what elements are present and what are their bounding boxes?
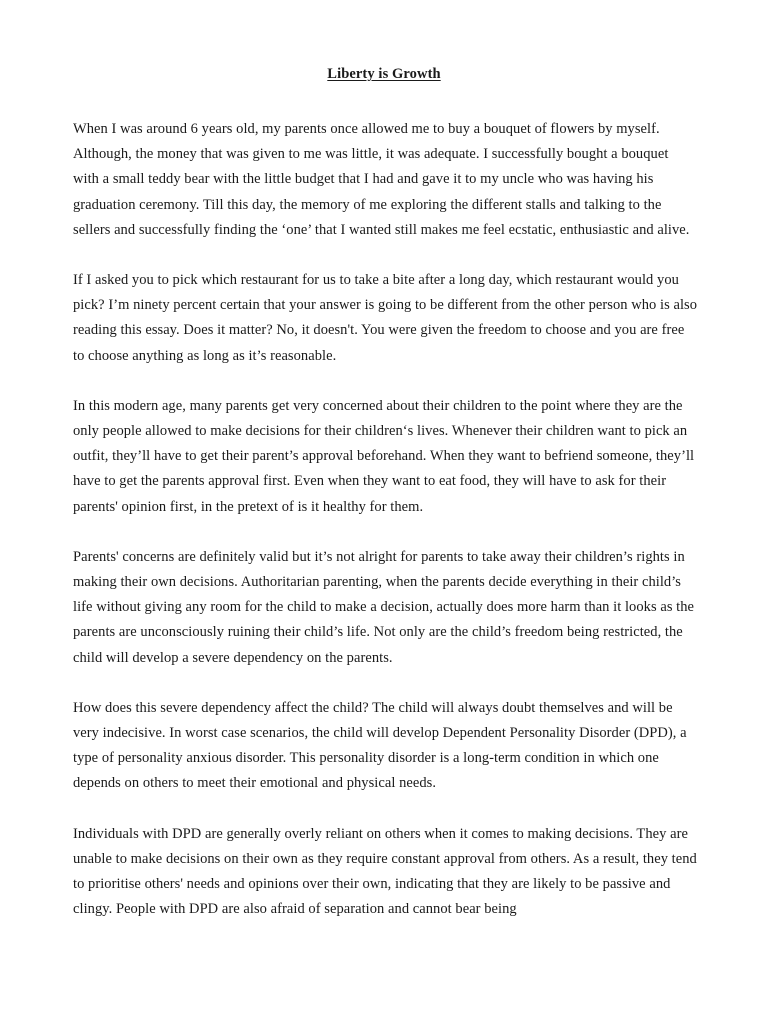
paragraph: Parents' concerns are definitely valid but it’s not alright for parents to take away their children’s rights in making their own decisions. Authoritarian parenting, when the parents decide everything in their child’s life without giving any room for the child to make a decision, actually does more harm than it looks as the parents are unconsciously ruining their child’s life. Not only are the child’s freedom being restricted, the child will develop a severe dependency on the parents. [73,548,695,666]
paragraph: If I asked you to pick which restaurant for us to take a bite after a long day, which restaurant would you pick? I’m ninety percent certain that your answer is going to be different from the other person who is also reading this essay. Does it matter? No, it doesn't. You were given the freedom to choose and you are free to choose anything as long as it’s reasonable. [73,272,698,364]
document-title: Liberty is Growth [327,66,441,82]
document-body [73,117,697,947]
paragraph: Individuals with DPD are generally overly reliant on others when it comes to making decisions. They are unable to make decisions on their own as they require constant approval from others. As a result, they tend to prioritise others' needs and opinions over their own, indicating that they are likely to be passive and clingy. People with DPD are also afraid of separation and cannot bear being [73,825,697,918]
paragraph: In this modern age, many parents get very concerned about their children to the point where they are the only people allowed to make decisions for their children‘s lives. Whenever their children want to pick an outfit, they’ll have to get their parent’s approval beforehand. When they want to befriend someone, they’ll have to get the parents approval first. Even when they want to eat food, they will have to ask for their parents' opinion first, in the pretext of is it healthy for them. [73,397,695,515]
paragraph: When I was around 6 years old, my parents once allowed me to buy a bouquet of flowers by myself. Although, the money that was given to me was little, it was adequate. I successfully bought a bouquet with a small teddy bear with the little budget that I had and gave it to my uncle who was having his graduation ceremony. Till this day, the memory of me exploring the different stalls and talking to the sellers and successfully finding the ‘one’ that I wanted still makes me feel ecstatic, enthusiastic and alive. [73,121,690,238]
paragraph: How does this severe dependency affect the child? The child will always doubt themselves and will be very indecisive. In worst case scenarios, the child will develop Dependent Personality Disorder (DPD), a type of personality anxious disorder. This personality disorder is a long-term condition in which one depends on others to meet their emotional and physical needs. [73,699,687,792]
